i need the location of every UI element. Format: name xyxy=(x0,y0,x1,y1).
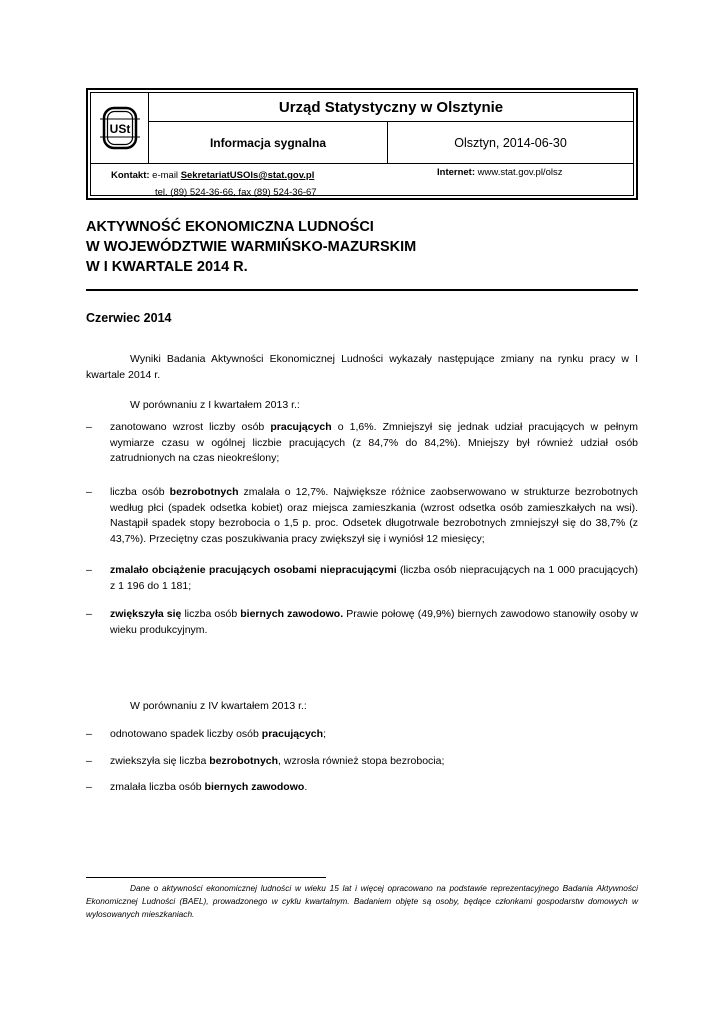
internet-line xyxy=(437,167,562,178)
bullet-text: zmalało obciążenie pracujących osobami niepracującymi (liczba osób niepracujących na 1 000 pracujących) z 1 196 do 1 181; xyxy=(110,564,638,592)
us-logo-icon xyxy=(98,105,142,151)
bullet-text: liczba osób bezrobotnych zmalała o 12,7%. Największe różnice zaobserwowano w strukturze bezrobotnych według płci (spadek odsetka kobiet) oraz miejsca zamieszkania (wzrost odsetka osób zamieszkałych na wsi). Nastąpił spadek stopy bezrobocia o 1,5 p. proc. Odsetek długotrwale bezrobotnych zmniejszył się do 38,7% (z 43,7%). Przeciętny czas poszukiwania pracy zwiększył się i wyniósł 12 miesięcy; xyxy=(110,486,638,545)
bullet-text: odnotowano spadek liczby osób pracujących; xyxy=(110,728,326,740)
bullet-dash: – xyxy=(86,728,92,740)
list-item xyxy=(86,563,638,595)
list-item xyxy=(86,485,638,549)
publication-month: Czerwiec 2014 xyxy=(86,311,172,325)
info-type: Informacja sygnalna xyxy=(149,122,388,163)
bullet-dash: – xyxy=(86,608,92,620)
contact-row xyxy=(91,163,633,198)
bullet-dash: – xyxy=(86,781,92,793)
email-prefix: e-mail xyxy=(152,170,179,181)
intro-paragraph: Wyniki Badania Aktywności Ekonomicznej Ludności wykazały następujące zmiany na rynku pracy w I kwartale 2014 r. xyxy=(86,353,638,381)
list-item xyxy=(86,727,638,743)
place-date: Olsztyn, 2014-06-30 xyxy=(454,135,567,150)
section1-heading: W porównaniu z I kwartałem 2013 r.: xyxy=(130,399,300,411)
logo-cell xyxy=(91,93,149,163)
bullet-text: zmalała liczba osób biernych zawodowo. xyxy=(110,781,308,793)
list-item xyxy=(86,420,638,468)
bullet-dash: – xyxy=(86,564,92,576)
page-title xyxy=(86,217,646,277)
title-line-2: W WOJEWÓDZTWIE WARMIŃSKO-MAZURSKIM xyxy=(86,239,417,255)
footnote: Dane o aktywności ekonomicznej ludności w wieku 15 lat i więcej opracowano na podstawie reprezentacyjnego Badania Aktywności Ekonomicznej Ludności (BAEL), prowadzonego w cyklu kwartalnym. Badaniem objęte są osoby, będące członkami gospodarstw domowych w wylosowanych mieszkaniach. xyxy=(86,883,638,919)
contact-email-line xyxy=(111,170,314,181)
bullet-text: zwiększyła się liczba osób biernych zawodowo. Prawie połowę (49,9%) biernych zawodowo stanowiły osoby w wieku produkcyjnym. xyxy=(110,608,638,636)
header-box xyxy=(86,88,638,200)
institution-name: Urząd Statystyczny w Olsztynie xyxy=(149,93,633,122)
contact-label: Kontakt: xyxy=(111,170,150,181)
contact-tel: tel. (89) 524-36-66, fax (89) 524-36-67 xyxy=(155,187,317,198)
logo-text: USt xyxy=(109,122,130,136)
header-inner xyxy=(90,92,634,196)
bullet-dash: – xyxy=(86,755,92,767)
section2-heading: W porównaniu z IV kwartałem 2013 r.: xyxy=(130,700,307,712)
list-item xyxy=(86,780,638,796)
title-line-3: W I KWARTALE 2014 R. xyxy=(86,259,248,275)
bullet-text: zanotowano wzrost liczby osób pracujących o 1,6%. Zmniejszył się jednak udział pracujących w pełnym wymiarze czasu w ogólnej liczbie pracujących (z 84,7% do 84,2%). Mniejszy był również udział osób zatrudnionych na czas nieokreślony; xyxy=(110,421,639,464)
bullet-text: zwiekszyła się liczba bezrobotnych, wzrosła również stopa bezrobocia; xyxy=(110,755,445,767)
internet-label: Internet: xyxy=(437,167,475,178)
list-item xyxy=(86,754,638,770)
internet-url[interactable]: www.stat.gov.pl/olsz xyxy=(477,167,563,178)
title-line-1: AKTYWNOŚĆ EKONOMICZNA LUDNOŚCI xyxy=(86,219,374,235)
bullet-dash: – xyxy=(86,486,92,498)
bullet-dash: – xyxy=(86,421,92,433)
list-item xyxy=(86,607,638,639)
footnote-divider xyxy=(86,877,326,878)
title-divider xyxy=(86,289,638,291)
email-link[interactable]: SekretariatUSOls@stat.gov.pl xyxy=(180,170,315,181)
